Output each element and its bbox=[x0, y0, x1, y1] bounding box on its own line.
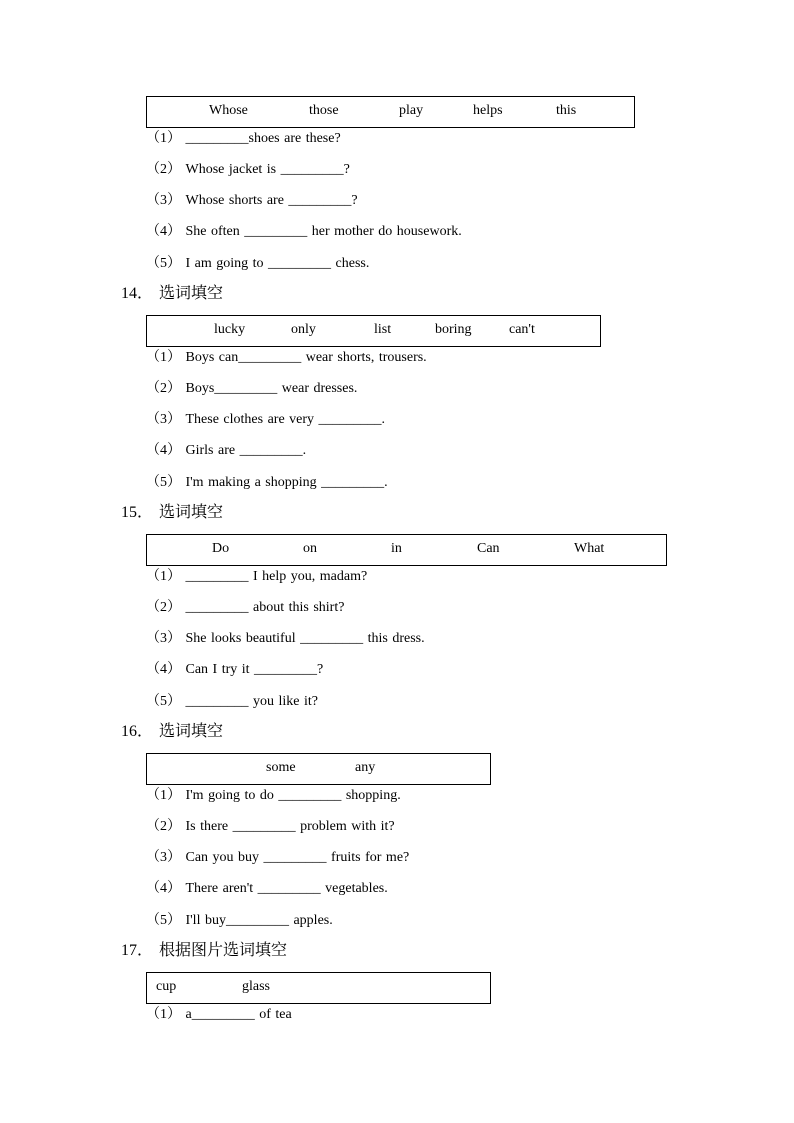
q14-item: （2） Boys_________ wear dresses. bbox=[146, 381, 358, 396]
q16-item: （1） I'm going to do _________ shopping. bbox=[146, 788, 401, 803]
q13-word: play bbox=[399, 103, 424, 118]
q17-word: cup bbox=[156, 979, 177, 994]
q13-word: Whose bbox=[209, 103, 248, 118]
q15-item: （2） _________ about this shirt? bbox=[146, 600, 345, 615]
q14-word: list bbox=[374, 322, 392, 337]
q17-title: 根据图片选词填空 bbox=[159, 942, 288, 959]
q14-word-box bbox=[146, 315, 601, 347]
q14-item: （4） Girls are _________. bbox=[146, 443, 307, 458]
q14-item: （3） These clothes are very _________. bbox=[146, 412, 386, 427]
q17-number: 17． bbox=[121, 942, 154, 959]
q16-item: （4） There aren't _________ vegetables. bbox=[146, 881, 388, 896]
q15-word: What bbox=[574, 541, 605, 556]
q14-word: lucky bbox=[214, 322, 246, 337]
q17-heading bbox=[121, 940, 287, 962]
q16-title: 选词填空 bbox=[159, 723, 224, 740]
q13-item: （2） Whose jacket is _________? bbox=[146, 162, 350, 177]
q13-word: those bbox=[309, 103, 339, 118]
q15-number: 15． bbox=[121, 504, 154, 521]
q16-word: any bbox=[355, 760, 376, 775]
q13-item: （4） She often _________ her mother do housework. bbox=[146, 224, 462, 239]
q13-word: helps bbox=[473, 103, 503, 118]
q16-number: 16． bbox=[121, 723, 154, 740]
q14-number: 14． bbox=[121, 285, 154, 302]
q16-item: （3） Can you buy _________ fruits for me? bbox=[146, 850, 410, 865]
q17-item: （1） a_________ of tea bbox=[146, 1007, 292, 1022]
q15-word: Do bbox=[212, 541, 230, 556]
q15-word-box bbox=[146, 534, 667, 566]
q15-word: in bbox=[391, 541, 402, 556]
q17-word: glass bbox=[242, 979, 270, 994]
q15-heading bbox=[121, 502, 223, 524]
q15-item: （1） _________ I help you, madam? bbox=[146, 569, 368, 584]
q15-title: 选词填空 bbox=[159, 504, 224, 521]
q16-item: （2） Is there _________ problem with it? bbox=[146, 819, 395, 834]
q14-item: （5） I'm making a shopping _________. bbox=[146, 475, 388, 490]
q15-word: on bbox=[303, 541, 317, 556]
q17-word-box bbox=[146, 972, 491, 1004]
q14-word: can't bbox=[509, 322, 535, 337]
q14-heading bbox=[121, 283, 223, 305]
q14-word: boring bbox=[435, 322, 472, 337]
q13-word: this bbox=[556, 103, 577, 118]
q14-title: 选词填空 bbox=[159, 285, 224, 302]
q14-word: only bbox=[291, 322, 316, 337]
q13-word-box bbox=[146, 96, 635, 128]
q16-word: some bbox=[266, 760, 296, 775]
q14-item: （1） Boys can_________ wear shorts, trousers. bbox=[146, 350, 427, 365]
q13-item: （1） _________shoes are these? bbox=[146, 131, 341, 146]
q13-item: （3） Whose shorts are _________? bbox=[146, 193, 358, 208]
q15-item: （5） _________ you like it? bbox=[146, 694, 318, 709]
q15-item: （4） Can I try it _________? bbox=[146, 662, 324, 677]
q16-word-box bbox=[146, 753, 491, 785]
q15-word: Can bbox=[477, 541, 500, 556]
q13-item: （5） I am going to _________ chess. bbox=[146, 256, 370, 271]
q16-heading bbox=[121, 721, 223, 743]
q15-item: （3） She looks beautiful _________ this dress. bbox=[146, 631, 425, 646]
q16-item: （5） I'll buy_________ apples. bbox=[146, 913, 333, 928]
